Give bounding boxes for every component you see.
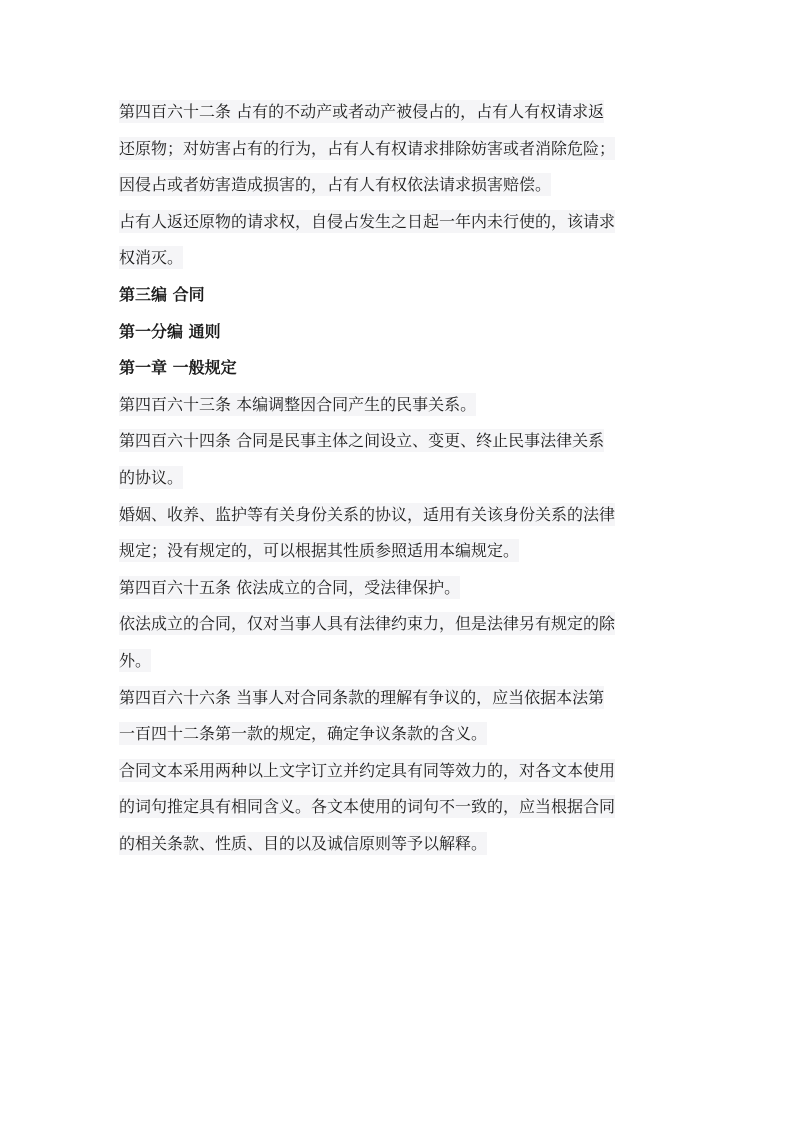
chapter-heading: 第一章 一般规定 <box>119 358 237 378</box>
text-line: 一百四十二条第一款的规定，确定争议条款的含义。 <box>119 724 488 744</box>
text-line: 合同文本采用两种以上文字订立并约定具有同等效力的，对各文本使用 <box>119 760 616 780</box>
text-line: 婚姻、收养、监护等有关身份关系的协议，适用有关该身份关系的法律 <box>119 504 616 524</box>
document-body <box>119 94 679 862</box>
text-line: 第四百六十四条 合同是民事主体之间设立、变更、终止民事法律关系 <box>119 431 605 451</box>
text-line: 第四百六十六条 当事人对合同条款的理解有争议的，应当依据本法第 <box>119 687 605 707</box>
text-line: 的相关条款、性质、目的以及诚信原则等予以解释。 <box>119 833 488 853</box>
part-heading: 第三编 合同 <box>119 284 205 304</box>
text-line: 第四百六十五条 依法成立的合同，受法律保护。 <box>119 577 461 597</box>
text-line: 规定；没有规定的，可以根据其性质参照适用本编规定。 <box>119 541 520 561</box>
subpart-heading: 第一分编 通则 <box>119 321 221 341</box>
text-line: 的协议。 <box>119 467 184 487</box>
text-line: 的词句推定具有相同含义。各文本使用的词句不一致的，应当根据合同 <box>119 797 616 817</box>
text-line: 权消灭。 <box>119 248 184 268</box>
text-line: 第四百六十三条 本编调整因合同产生的民事关系。 <box>119 394 477 414</box>
text-line: 还原物；对妨害占有的行为，占有人有权请求排除妨害或者消除危险； <box>119 138 616 158</box>
text-line: 依法成立的合同，仅对当事人具有法律约束力，但是法律另有规定的除 <box>119 614 616 634</box>
text-line: 第四百六十二条 占有的不动产或者动产被侵占的，占有人有权请求返 <box>119 102 605 121</box>
text-line: 占有人返还原物的请求权，自侵占发生之日起一年内未行使的，该请求 <box>119 211 616 231</box>
text-line: 外。 <box>119 650 152 670</box>
text-line: 因侵占或者妨害造成损害的，占有人有权依法请求损害赔偿。 <box>119 175 552 195</box>
